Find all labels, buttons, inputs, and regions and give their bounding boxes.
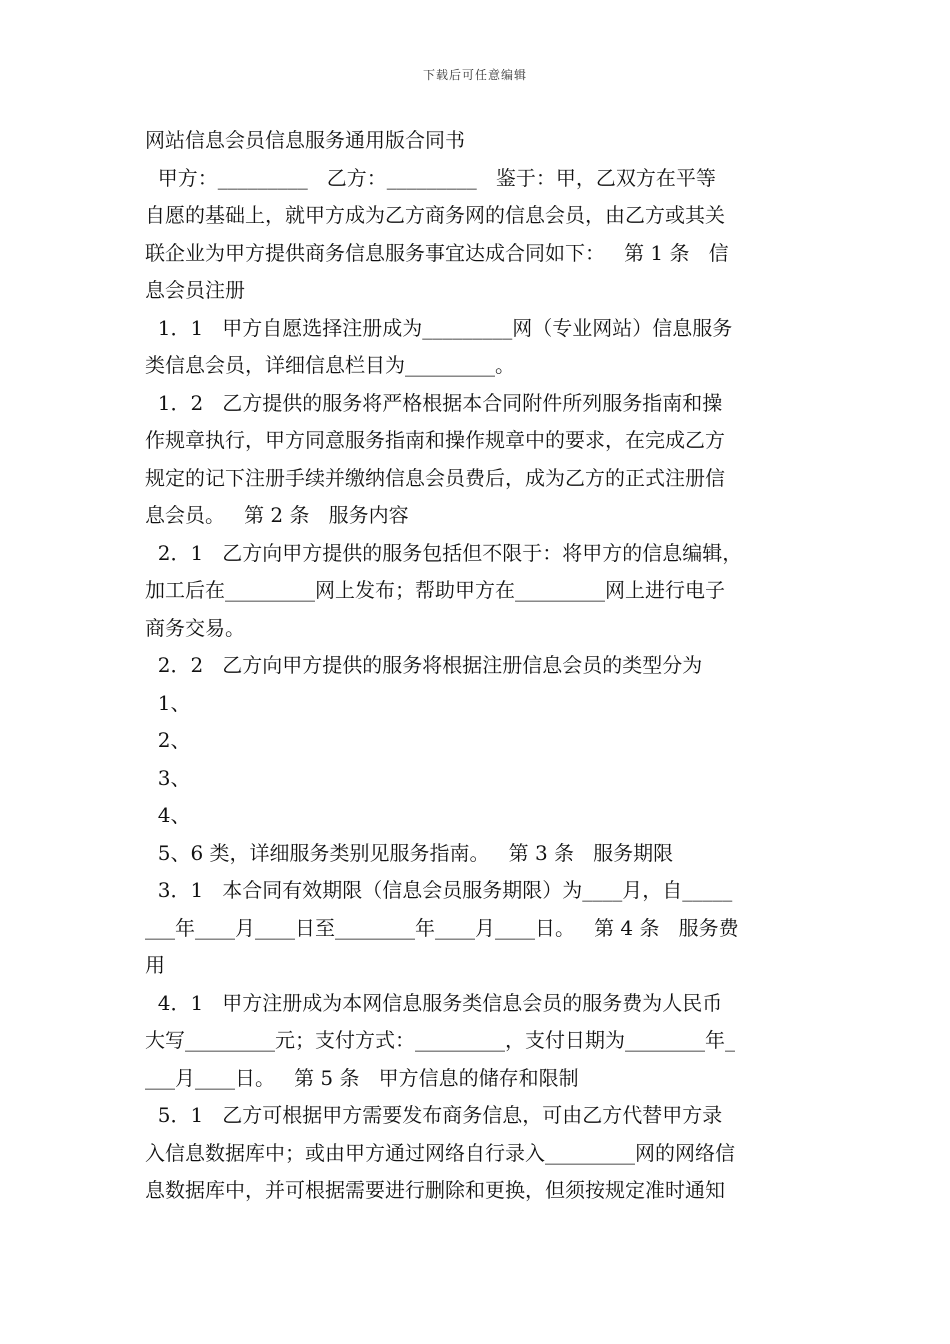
document-body [145, 122, 810, 1210]
text-line: 5、6 类，详细服务类别见服务指南。 第 3 条 服务期限 [145, 840, 674, 865]
text-line: 加工后在_________网上发布；帮助甲方在_________网上进行电子 [145, 578, 725, 602]
text-line: 息数据库中，并可根据需要进行删除和更换，但须按规定准时通知 [145, 1178, 725, 1202]
text-line: 1．2 乙方提供的服务将严格根据本合同附件所列服务指南和操 [145, 390, 723, 415]
list-item: 3、 [145, 765, 191, 790]
text-line: 入信息数据库中；或由甲方通过网络自行录入_________网的网络信 [145, 1140, 735, 1165]
document-title: 网站信息会员信息服务通用版合同书 [145, 128, 465, 152]
text-line: 3．1 本合同有效期限（信息会员服务期限）为____月，自_____ [145, 878, 733, 902]
text-line: 用 [145, 953, 165, 977]
text-line: 1．1 甲方自愿选择注册成为_________网（专业网站）信息服务 [145, 315, 733, 340]
text-line: ___年____月____日至________年____月____日。 第 4 条 服务费 [145, 915, 739, 940]
text-line: 大写_________元；支付方式：_________，支付日期为________年_ [145, 1028, 735, 1052]
text-line: 5．1 乙方可根据甲方需要发布商务信息，可由乙方代替甲方录 [145, 1103, 723, 1127]
text-line: 息会员。 第 2 条 服务内容 [145, 503, 409, 527]
text-line: 联企业为甲方提供商务信息服务事宜达成合同如下： 第 1 条 信 [145, 240, 729, 265]
text-line: 甲方：_________ 乙方：_________ 鉴于：甲，乙双方在平等 [145, 165, 716, 190]
text-line: 2．2 乙方向甲方提供的服务将根据注册信息会员的类型分为 [145, 653, 703, 677]
text-line: 2．1 乙方向甲方提供的服务包括但不限于：将甲方的信息编辑， [145, 540, 743, 565]
text-line: ___月____日。 第 5 条 甲方信息的储存和限制 [145, 1065, 579, 1090]
text-line: 息会员注册 [145, 278, 245, 302]
text-line: 商务交易。 [145, 615, 245, 640]
text-line: 规定的记下注册手续并缴纳信息会员费后，成为乙方的正式注册信 [145, 465, 725, 490]
list-item: 4、 [145, 803, 191, 827]
list-item: 2、 [145, 728, 191, 752]
text-line: 类信息会员，详细信息栏目为_________。 [145, 353, 515, 377]
text-line: 自愿的基础上，就甲方成为乙方商务网的信息会员，由乙方或其关 [145, 203, 725, 227]
page-header: 下载后可任意编辑 [422, 68, 527, 82]
list-item: 1、 [145, 690, 191, 715]
text-line: 4．1 甲方注册成为本网信息服务类信息会员的服务费为人民币 [145, 990, 723, 1015]
text-line: 作规章执行，甲方同意服务指南和操作规章中的要求，在完成乙方 [145, 428, 725, 452]
